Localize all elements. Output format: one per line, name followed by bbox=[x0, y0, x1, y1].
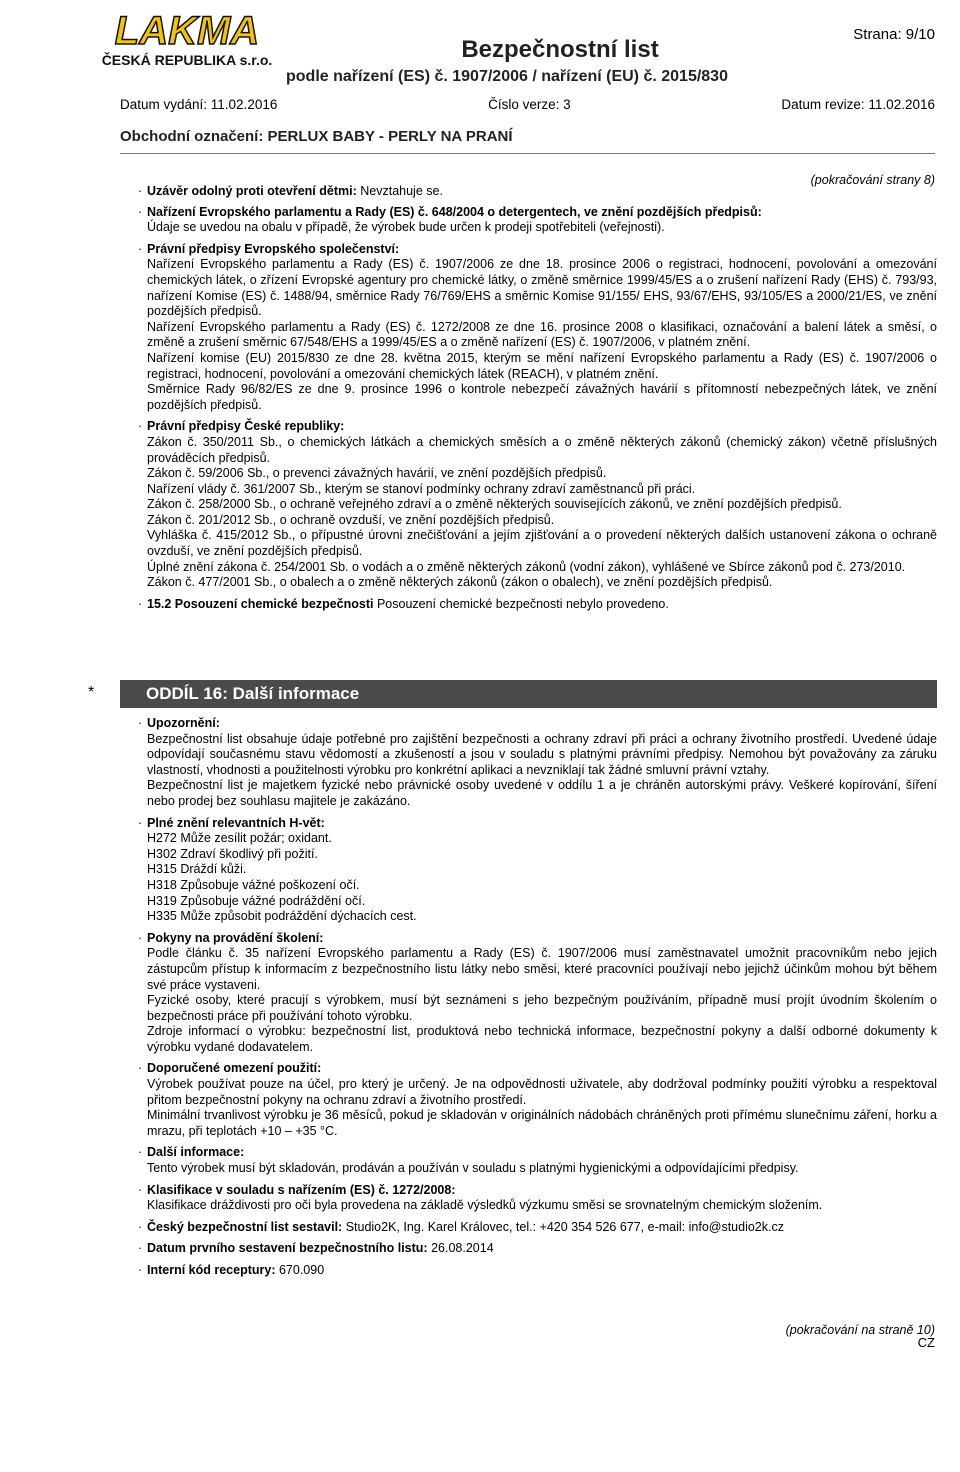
safety-assessment-text: Posouzení chemické bezpečnosti nebylo provedeno. bbox=[373, 596, 669, 611]
cz-law-text: Vyhláška č. 415/2012 Sb., o přípustné úrovni znečišťování a jejím zjišťování a o provedení některých dalších ustanovení zákona o ochraně ovzduší, ve znění pozdějších předpisů. bbox=[147, 528, 937, 559]
further-info-block bbox=[140, 1145, 937, 1176]
section16-content bbox=[140, 716, 937, 1279]
first-date-block bbox=[140, 1241, 937, 1257]
eu-law-text: Nařízení komise (EU) 2015/830 ze dne 28. května 2015, kterým se mění nařízení Evropského parlamentu a Rady (ES) č. 1907/2006 o registraci, hodnocení, povolování a omezování chemických látek (REACH), v platném znění. bbox=[147, 350, 937, 381]
section16-title: ODDÍL 16: Další informace bbox=[146, 684, 360, 703]
classification-label: · Klasifikace v souladu s nařízením (ES) č. 1272/2008: bbox=[147, 1182, 456, 1197]
h-statement: H272 Může zesílit požár; oxidant. bbox=[147, 831, 332, 846]
recipe-code-value: 670.090 bbox=[275, 1263, 325, 1277]
continuation-bottom: (pokračování na straně 10) bbox=[785, 1323, 935, 1337]
author-block bbox=[140, 1220, 937, 1236]
continuation-top: (pokračování strany 8) bbox=[810, 173, 935, 187]
cz-law-text: Zákon č. 350/2011 Sb., o chemických látkách a chemických směsích a o změně některých zákonů (chemický zákon) včetně příslušných prováděcích předpisů. bbox=[147, 434, 937, 465]
safety-assessment-block bbox=[140, 597, 937, 613]
cz-law-text: Zákon č. 258/2000 Sb., o ochraně veřejného zdraví a o změně některých souvisejících zákonů, ve znění pozdějších předpisů. bbox=[147, 497, 842, 512]
restriction-label: · Doporučené omezení použití: bbox=[147, 1061, 322, 1076]
logo-wordmark: LAKMA bbox=[114, 9, 260, 53]
notice-label: · Upozornění: bbox=[147, 716, 220, 730]
logo-subtitle: ČESKÁ REPUBLIKA s.r.o. bbox=[101, 52, 273, 68]
cz-law-text: Zákon č. 59/2006 Sb., o prevenci závažných havárií, ve znění pozdějších předpisů. bbox=[147, 466, 607, 481]
cz-law-label: · Právní předpisy České republiky: bbox=[147, 419, 345, 434]
section15-content bbox=[140, 184, 937, 612]
restriction-text: Výrobek používat pouze na účel, pro který je určený. Je na odpovědnosti uživatele, aby dodržoval podmínky použití výrobku a respektoval přitom bezpečnostní pokyny na ochranu zdraví a životního prostředí. bbox=[147, 1077, 937, 1107]
eu-law-text: Nařízení Evropského parlamentu a Rady (ES) č. 1272/2008 ze dne 16. prosince 2008 o klasifikaci, označování a balení látek a směsí, o změně a zrušení směrnic 67/548/EHS a 1999/45/ES a o změně nařízení (ES) č. 1907/2006, v platném znění. bbox=[147, 319, 937, 350]
h-statement: H302 Zdraví škodlivý při požití. bbox=[147, 846, 318, 861]
cz-law-text: Zákon č. 201/2012 Sb., o ochraně ovzduší, ve znění pozdějších předpisů. bbox=[147, 512, 555, 527]
lakma-logo bbox=[98, 8, 276, 68]
classification-block bbox=[140, 1183, 937, 1214]
training-text: Podle článku č. 35 nařízení Evropského parlamentu a Rady (ES) č. 1907/2006 musí zaměstnavatel umožnit pracovníkům nebo jejich zástupcům přístup k informacím z bezpečnostního listu látky nebo směsi, které pracovníci používají nebo jejichž účinkům mohou být během své práce vystaveni. bbox=[147, 946, 937, 992]
closure-label: Uzávěr odolný proti otevření dětmi: bbox=[147, 184, 357, 198]
cz-law-text: Zákon č. 477/2001 Sb., o obalech a o změně některých zákonů (zákon o obalech), ve znění pozdějších předpisů. bbox=[147, 575, 773, 590]
h-statements-label: · Plné znění relevantních H-vět: bbox=[147, 815, 325, 830]
h-statement: H315 Dráždí kůži. bbox=[147, 862, 247, 877]
eu-law-text: Směrnice Rady 96/82/ES ze dne 9. prosince 1996 o kontrole nebezpečí závažných havárií s přítomností nebezpečných látek, ve znění pozdějších předpisů. bbox=[147, 382, 937, 412]
notice-block bbox=[140, 716, 937, 810]
h-statement: H335 Může způsobit podráždění dýchacích cest. bbox=[147, 909, 417, 924]
detergent-label: · Nařízení Evropského parlamentu a Rady (ES) č. 648/2004 o detergentech, ve znění pozdějších předpisů: bbox=[147, 204, 762, 219]
restriction-text: Minimální trvanlivost výrobku je 36 měsíců, pokud je skladován v originálních nádobách chráněných proti přímému slunečnímu záření, horku a mrazu, při teplotách +10 – +35 °C. bbox=[147, 1108, 937, 1138]
closure-value: Nevztahuje se. bbox=[356, 184, 443, 198]
detergent-block bbox=[140, 205, 937, 236]
header-divider bbox=[120, 153, 935, 154]
detergent-text: Údaje se uvedou na obalu v případě, že výrobek bude určen k prodeji spotřebiteli (veřejnosti). bbox=[147, 220, 665, 235]
cz-law-text: Nařízení vlády č. 361/2007 Sb., kterým se stanoví podmínky ochrany zdraví zaměstnanců při práci. bbox=[147, 481, 696, 496]
author-label: Český bezpečnostní list sestavil: bbox=[147, 1219, 343, 1234]
restriction-block bbox=[140, 1061, 937, 1139]
h-statements-block bbox=[140, 816, 937, 925]
recipe-code-block bbox=[140, 1263, 937, 1279]
h-statement: H318 Způsobuje vážné poškození očí. bbox=[147, 877, 360, 892]
h-statement: H319 Způsobuje vážné podráždění očí. bbox=[147, 893, 366, 908]
version-number: Číslo verze: 3 bbox=[488, 97, 571, 112]
page-number: Strana: 9/10 bbox=[853, 26, 935, 43]
training-text: Zdroje informací o výrobku: bezpečnostní list, produktová nebo technická informace, bezpečnostní pokyny a další odborné dokumenty k výrobku vydané dodavatelem. bbox=[147, 1024, 937, 1054]
further-info-label: · Další informace: bbox=[147, 1145, 245, 1160]
eu-law-label: · Právní předpisy Evropského společenství: bbox=[147, 241, 400, 256]
notice-text: Bezpečnostní list je majetkem fyzické nebo právnické osoby uvedené v oddílu 1 a je chráněn autorskými právy. Veškeré kopírování, šíření nebo prodej bez souhlasu majitele je zakázáno. bbox=[147, 778, 937, 808]
further-info-text: Tento výrobek musí být skladován, prodáván a používán v souladu s platnými hygienickými a odpovídajícími předpisy. bbox=[147, 1161, 799, 1176]
recipe-code-label: Interní kód receptury: bbox=[147, 1263, 276, 1277]
classification-text: Klasifikace dráždivosti pro oči byla provedena na základě výsledků výzkumu směsi se srovnatelným chemickým složením. bbox=[147, 1198, 823, 1213]
issue-date: Datum vydání: 11.02.2016 bbox=[120, 97, 278, 112]
cz-law-block bbox=[140, 419, 937, 591]
section16-header bbox=[120, 680, 937, 708]
document-subtitle: podle nařízení (ES) č. 1907/2006 / nařízení (EU) č. 2015/830 bbox=[286, 68, 728, 85]
header-meta-row bbox=[120, 97, 935, 112]
trade-name: Obchodní označení: PERLUX BABY - PERLY NA PRANÍ bbox=[120, 128, 513, 145]
revision-date: Datum revize: 11.02.2016 bbox=[781, 97, 935, 112]
revision-marker: * bbox=[88, 684, 95, 701]
eu-law-text: Nařízení Evropského parlamentu a Rady (ES) č. 1907/2006 ze dne 18. prosince 2006 o registraci, hodnocení, povolování a omezování chemických látek, o zřízení Evropské agentury pro chemické látky, o změně směrnice 1999/45/ES a o zrušení nařízení Rady (EHS) č. 793/93, nařízení Komise (ES) č. 1488/94, směrnice Rady 76/769/EHS a směrnic Komise 91/155/ EHS, 93/67/EHS, 93/105/ES a 2000/21/ES, ve znění pozdějších předpisů. bbox=[147, 257, 937, 319]
eu-law-block bbox=[140, 242, 937, 414]
first-date-label: Datum prvního sestavení bezpečnostního listu: bbox=[147, 1241, 428, 1256]
document-title: Bezpečnostní list bbox=[461, 36, 659, 63]
notice-text: Bezpečnostní list obsahuje údaje potřebné pro zajištění bezpečnosti a ochrany zdraví při práci a ochrany životního prostředí. Uvedené údaje odpovídají současnému stavu vědomostí a zkušeností a jsou v souladu s platnými právními předpisy. Nemohou být považovány za záruku vlastností, vhodnosti a použitelnosti výrobku pro konkrétní aplikaci a nevzniklají tak žádné smluvní právní vztahy. bbox=[147, 731, 937, 777]
author-value: Studio2K, Ing. Karel Královec, tel.: +420 354 526 677, e-mail: info@studio2k.cz bbox=[342, 1219, 784, 1234]
closure-block bbox=[140, 184, 937, 200]
training-label: · Pokyny na provádění školení: bbox=[147, 930, 324, 945]
safety-assessment-label: 15.2 Posouzení chemické bezpečnosti bbox=[147, 596, 374, 611]
cz-law-text: Úplné znění zákona č. 254/2001 Sb. o vodách a o změně některých zákonů (vodní zákon), vyhlášené ve Sbírce zákonů pod č. 273/2010. bbox=[147, 559, 906, 574]
language-code: CZ bbox=[917, 1335, 935, 1350]
first-date-value: 26.08.2014 bbox=[427, 1241, 494, 1256]
training-text: Fyzické osoby, které pracují s výrobkem, musí být seznámeni s jeho bezpečným používáním, případně musí projít úvodním školením o bezpečnosti práce při používání tohoto výrobku. bbox=[147, 993, 937, 1023]
training-block bbox=[140, 931, 937, 1056]
